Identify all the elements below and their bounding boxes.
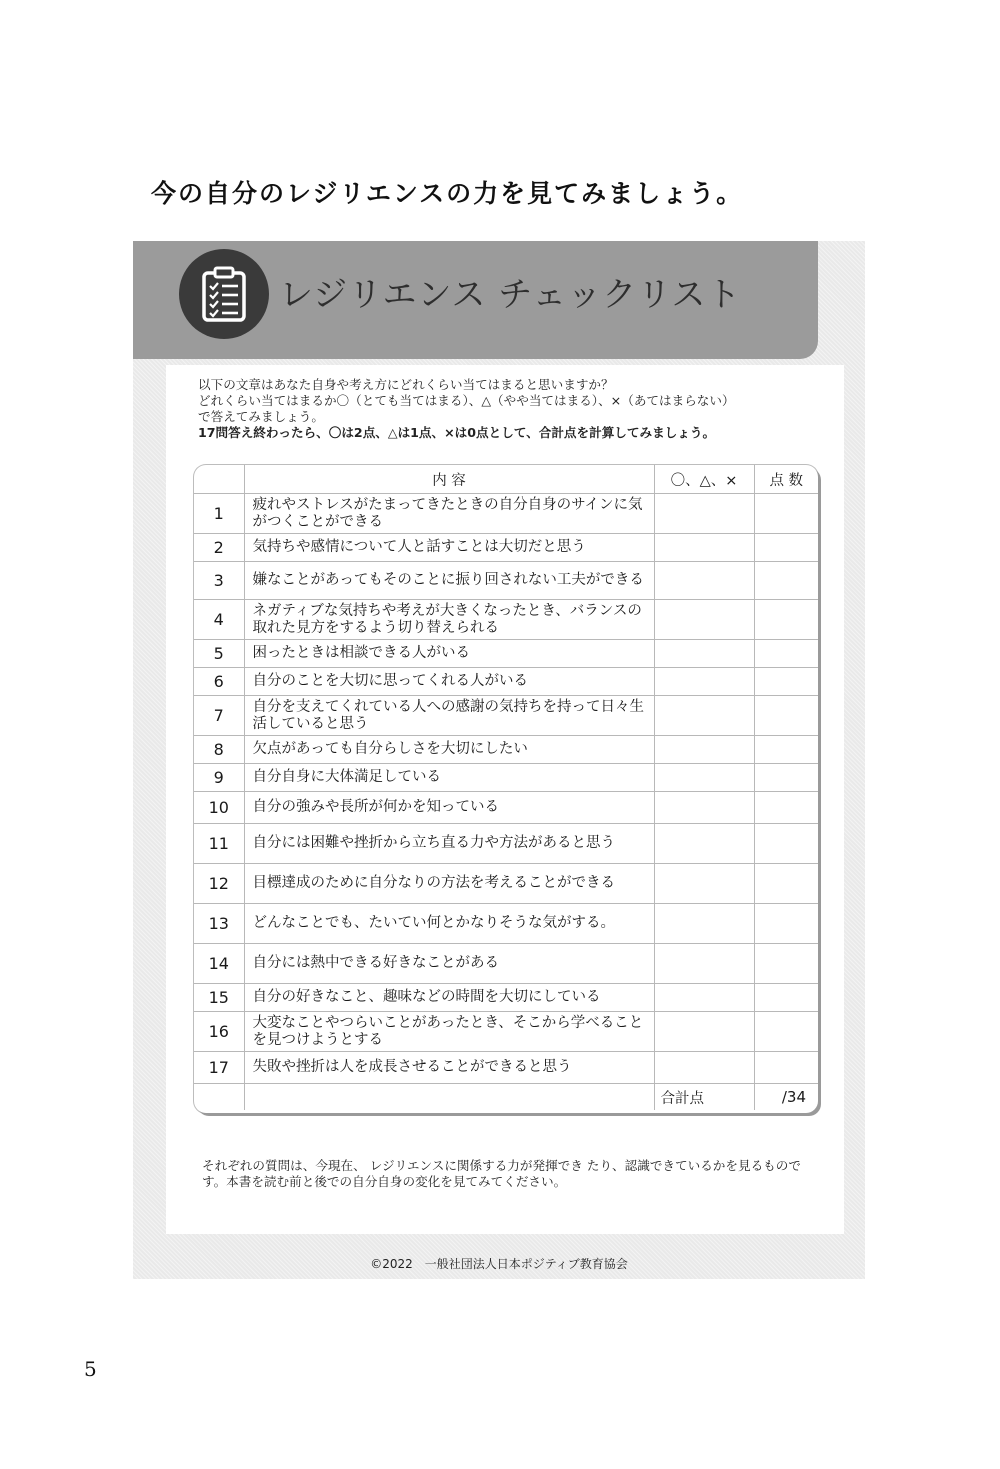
row-number: 1: [194, 494, 244, 534]
score-answer-cell[interactable]: [754, 792, 818, 824]
row-statement: 自分には困難や挫折から立ち直る力や方法があると思う: [244, 824, 654, 864]
score-answer-cell[interactable]: [754, 534, 818, 562]
row-number: 6: [194, 668, 244, 696]
score-answer-cell[interactable]: [754, 562, 818, 600]
score-answer-cell[interactable]: [754, 600, 818, 640]
table-row: [194, 668, 818, 696]
mark-answer-cell[interactable]: [654, 640, 754, 668]
table-header-row: [194, 465, 818, 494]
row-statement: 失敗や挫折は人を成長させることができると思う: [244, 1052, 654, 1084]
row-statement: 疲れやストレスがたまってきたときの自分自身のサインに気がつくことができる: [244, 494, 654, 534]
score-answer-cell[interactable]: [754, 668, 818, 696]
copyright: ©2022 一般社団法人日本ポジティブ教育協会: [370, 1257, 628, 1271]
row-statement: 自分には熱中できる好きなことがある: [244, 944, 654, 984]
table-row: [194, 696, 818, 736]
total-row: [194, 1084, 818, 1111]
header-content: 内 容: [244, 465, 654, 494]
row-statement: 困ったときは相談できる人がいる: [244, 640, 654, 668]
row-number: 10: [194, 792, 244, 824]
score-answer-cell[interactable]: [754, 944, 818, 984]
mark-answer-cell[interactable]: [654, 1012, 754, 1052]
table-row: [194, 1052, 818, 1084]
table-row: [194, 904, 818, 944]
row-number: 17: [194, 1052, 244, 1084]
table-row: [194, 494, 818, 534]
table-row: [194, 534, 818, 562]
checklist-header: [133, 241, 818, 359]
mark-answer-cell[interactable]: [654, 668, 754, 696]
score-answer-cell[interactable]: [754, 736, 818, 764]
table-row: [194, 562, 818, 600]
table-row: [194, 736, 818, 764]
clipboard-checklist-icon: [179, 249, 269, 339]
mark-answer-cell[interactable]: [654, 494, 754, 534]
row-statement: 自分のことを大切に思ってくれる人がいる: [244, 668, 654, 696]
row-number: 15: [194, 984, 244, 1012]
row-number: 9: [194, 764, 244, 792]
total-blank: [194, 1084, 244, 1111]
row-number: 2: [194, 534, 244, 562]
row-statement: 欠点があっても自分らしさを大切にしたい: [244, 736, 654, 764]
checklist-title: レジリエンス チェックリスト: [279, 275, 742, 315]
row-number: 14: [194, 944, 244, 984]
mark-answer-cell[interactable]: [654, 984, 754, 1012]
total-blank: [244, 1084, 654, 1111]
checklist-table-frame: [194, 465, 818, 1113]
row-number: 4: [194, 600, 244, 640]
table-row: [194, 792, 818, 824]
score-answer-cell[interactable]: [754, 696, 818, 736]
mark-answer-cell[interactable]: [654, 562, 754, 600]
row-statement: ネガティブな気持ちや考えが大きくなったとき、バランスの取れた見方をするよう切り替えられる: [244, 600, 654, 640]
table-row: [194, 824, 818, 864]
instruction-line: 以下の文章はあなた自身や考え方にどれくらい当てはまると思いますか？: [198, 377, 614, 392]
mark-answer-cell[interactable]: [654, 864, 754, 904]
score-answer-cell[interactable]: [754, 1052, 818, 1084]
footnote: それぞれの質問は、今現在、 レジリエンスに関係する力が発揮でき たり、認識できているかを見るものです。本書を読む前と後での自分自身の変化を見てみてください。: [202, 1158, 801, 1189]
checklist-body: [166, 365, 844, 1234]
header-mark: 〇、△、×: [654, 465, 754, 494]
instruction-scoring-line: 17問答え終わったら、〇は2点、△は1点、×は0点として、合計点を計算してみましょう。: [198, 425, 716, 440]
score-answer-cell[interactable]: [754, 494, 818, 534]
header-number: [194, 465, 244, 494]
mark-answer-cell[interactable]: [654, 736, 754, 764]
row-statement: どんなことでも、たいてい何とかなりそうな気がする。: [244, 904, 654, 944]
mark-answer-cell[interactable]: [654, 944, 754, 984]
row-statement: 自分を支えてくれている人への感謝の気持ちを持って日々生活していると思う: [244, 696, 654, 736]
table-row: [194, 944, 818, 984]
mark-answer-cell[interactable]: [654, 904, 754, 944]
checklist-table: [194, 465, 818, 1110]
score-answer-cell[interactable]: [754, 864, 818, 904]
mark-answer-cell[interactable]: [654, 792, 754, 824]
mark-answer-cell[interactable]: [654, 600, 754, 640]
row-statement: 自分の強みや長所が何かを知っている: [244, 792, 654, 824]
row-statement: 嫌なことがあってもそのことに振り回されない工夫ができる: [244, 562, 654, 600]
table-row: [194, 600, 818, 640]
score-answer-cell[interactable]: [754, 1012, 818, 1052]
mark-answer-cell[interactable]: [654, 824, 754, 864]
mark-answer-cell[interactable]: [654, 1052, 754, 1084]
mark-answer-cell[interactable]: [654, 696, 754, 736]
row-number: 11: [194, 824, 244, 864]
score-answer-cell[interactable]: [754, 824, 818, 864]
page-number: 5: [84, 1357, 97, 1381]
row-statement: 気持ちや感情について人と話すことは大切だと思う: [244, 534, 654, 562]
page-heading: 今の自分のレジリエンスの力を見てみましょう。: [151, 179, 744, 208]
checklist-card: [133, 241, 865, 1279]
table-row: [194, 640, 818, 668]
row-number: 12: [194, 864, 244, 904]
row-statement: 大変なことやつらいことがあったとき、そこから学べることを見つけようとする: [244, 1012, 654, 1052]
row-number: 7: [194, 696, 244, 736]
instruction-line: で答えてみましょう。: [198, 409, 324, 424]
row-number: 16: [194, 1012, 244, 1052]
total-score-field[interactable]: /34: [781, 1088, 806, 1106]
score-answer-cell[interactable]: [754, 984, 818, 1012]
table-row: [194, 984, 818, 1012]
instruction-line: どれくらい当てはまるか〇（とても当てはまる）、△（やや当てはまる）、×（あてはまらない）: [198, 393, 735, 408]
row-statement: 自分の好きなこと、趣味などの時間を大切にしている: [244, 984, 654, 1012]
row-number: 8: [194, 736, 244, 764]
table-row: [194, 864, 818, 904]
row-statement: 目標達成のために自分なりの方法を考えることができる: [244, 864, 654, 904]
row-number: 5: [194, 640, 244, 668]
mark-answer-cell[interactable]: [654, 764, 754, 792]
row-statement: 自分自身に大体満足している: [244, 764, 654, 792]
instructions: [198, 377, 798, 441]
row-number: 3: [194, 562, 244, 600]
table-row: [194, 764, 818, 792]
score-answer-cell[interactable]: [754, 904, 818, 944]
score-answer-cell[interactable]: [754, 640, 818, 668]
header-score: 点 数: [754, 465, 818, 494]
row-number: 13: [194, 904, 244, 944]
total-label: 合計点: [654, 1084, 754, 1111]
score-answer-cell[interactable]: [754, 764, 818, 792]
mark-answer-cell[interactable]: [654, 534, 754, 562]
table-row: [194, 1012, 818, 1052]
